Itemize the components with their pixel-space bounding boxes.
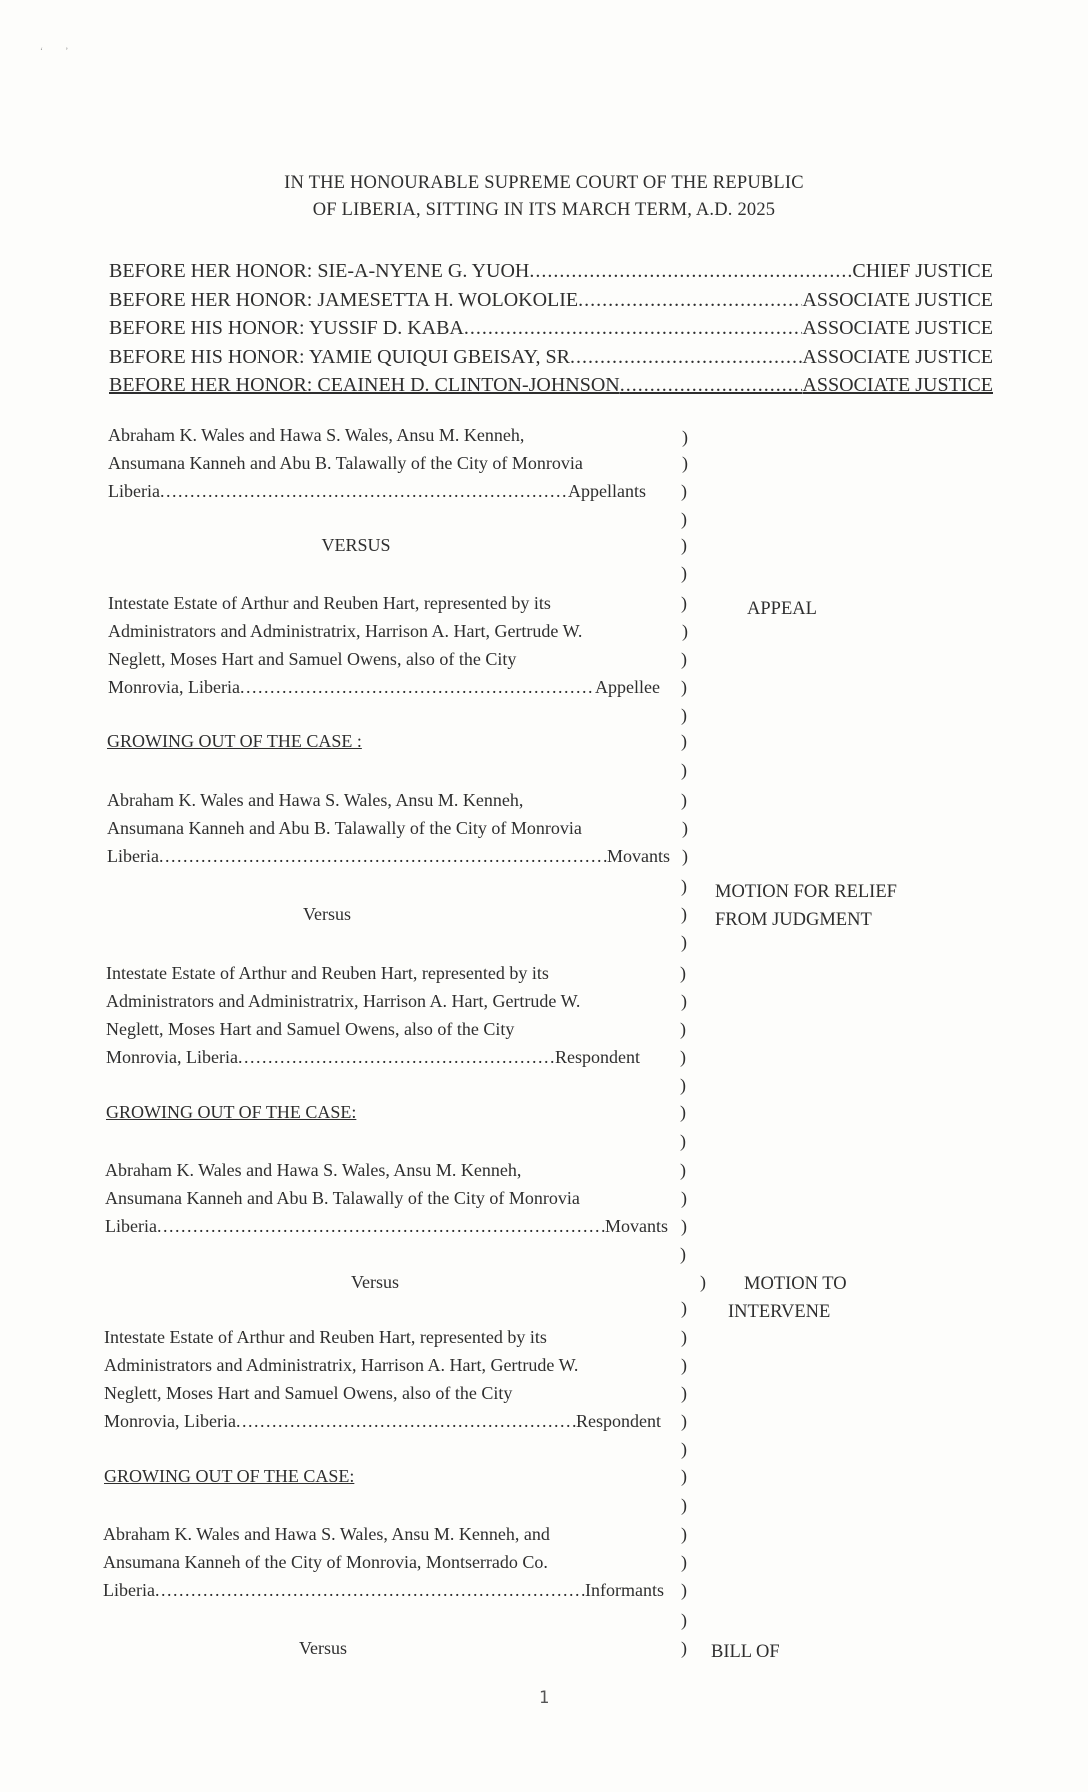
justice-role: ASSOCIATE JUSTICE [802,345,993,368]
leader-dots [240,677,595,698]
bracket-paren: ) [680,1102,686,1122]
bracket-paren: ) [681,1383,687,1403]
leader-dots [160,481,568,502]
growing-out-heading: GROWING OUT OF THE CASE: [106,1102,357,1122]
bracket-paren: ) [681,677,687,697]
respondent-line-4 [104,1411,661,1432]
movants-line-1: Abraham K. Wales and Hawa S. Wales, Ansu M. Kenneh, [107,790,524,810]
respondent-line-3: Neglett, Moses Hart and Samuel Owens, also of the City [104,1383,513,1403]
versus-heading: Versus [303,904,351,924]
bracket-paren: ) [681,904,687,924]
movants-line-2: Ansumana Kanneh and Abu B. Talawally of the City of Monrovia [107,818,582,838]
bracket-paren: ) [681,593,687,613]
leader-dots [464,314,803,343]
leader-dots [529,257,852,286]
movants-line-2: Ansumana Kanneh and Abu B. Talawally of the City of Monrovia [105,1188,580,1208]
bracket-paren: ) [681,1355,687,1375]
leader-dots [159,846,607,867]
bracket-paren: ) [680,1047,686,1067]
justice-name: BEFORE HER HONOR: JAMESETTA H. WOLOKOLIE [109,288,579,311]
appellee-line-4 [108,677,660,698]
bench-row [109,314,993,343]
bracket-paren: ) [680,1131,686,1151]
informants-label: Informants [585,1580,664,1600]
leader-dots [238,1047,555,1068]
movants-label: Movants [605,1216,668,1236]
bench-row [109,343,993,372]
movants-line-1: Abraham K. Wales and Hawa S. Wales, Ansu M. Kenneh, [105,1160,522,1180]
bracket-paren: ) [682,846,688,866]
respondent-line-4 [106,1047,640,1068]
case-type-bill-line-1: BILL OF [711,1642,780,1662]
court-title-line-2: OF LIBERIA, SITTING IN ITS MARCH TERM, A.D. 2025 [312,200,776,220]
page-number: 1 [538,1688,550,1708]
movants-label: Movants [607,846,670,866]
leader-dots [155,1580,585,1601]
bracket-paren: ) [680,1244,686,1264]
case-type-intervene-line-2: INTERVENE [728,1302,831,1322]
case-type-relief-line-1: MOTION FOR RELIEF [715,882,897,902]
bracket-paren: ) [682,453,688,473]
bracket-paren: ) [681,1411,687,1431]
leader-dots [578,286,802,315]
informants-line-2: Ansumana Kanneh of the City of Monrovia, Montserrado Co. [103,1552,548,1572]
movants-place: Liberia [105,1216,157,1236]
informants-line-1: Abraham K. Wales and Hawa S. Wales, Ansu M. Kenneh, and [103,1524,550,1544]
bracket-paren: ) [681,649,687,669]
bracket-paren: ) [681,1638,687,1658]
appellants-line-3 [108,481,646,502]
justice-name: BEFORE HER HONOR: CEAINEH D. CLINTON-JOHNSON [109,374,620,397]
bracket-paren: ) [682,427,688,447]
respondent-line-2: Administrators and Administratrix, Harrison A. Hart, Gertrude W. [106,991,581,1011]
versus-heading: VERSUS [321,535,391,555]
bracket-paren: ) [681,481,687,501]
respondent-line-2: Administrators and Administratrix, Harrison A. Hart, Gertrude W. [104,1355,579,1375]
bracket-paren: ) [681,1524,687,1544]
respondent-place: Monrovia, Liberia [106,1047,238,1067]
bracket-paren: ) [681,1216,687,1236]
justice-name: BEFORE HIS HONOR: YUSSIF D. KABA [109,317,464,340]
versus-heading: Versus [351,1272,399,1292]
respondent-label: Respondent [576,1411,661,1431]
respondent-place: Monrovia, Liberia [104,1411,236,1431]
growing-out-heading: GROWING OUT OF THE CASE : [107,731,362,751]
bracket-paren: ) [681,1495,687,1515]
bracket-paren: ) [681,1466,687,1486]
bracket-paren: ) [682,621,688,641]
versus-heading: Versus [299,1638,347,1658]
bracket-paren: ) [680,1075,686,1095]
bench-row [109,257,993,286]
justice-name: BEFORE HIS HONOR: YAMIE QUIQUI GBEISAY, SR [109,345,570,368]
appellants-place: Liberia [108,481,160,501]
justice-role: ASSOCIATE JUSTICE [802,288,993,311]
bracket-paren: ) [681,1552,687,1572]
bracket-paren: ) [681,1610,687,1630]
bracket-paren: ) [681,1580,687,1600]
bracket-paren: ) [681,790,687,810]
respondent-label: Respondent [555,1047,640,1067]
case-type-intervene-line-1: MOTION TO [744,1274,847,1294]
court-title-line-1: IN THE HONOURABLE SUPREME COURT OF THE REPUBLIC [284,173,804,193]
bracket-paren: ) [681,876,687,896]
bracket-paren: ) [681,932,687,952]
justice-name: BEFORE HER HONOR: SIE-A-NYENE G. YUOH [109,260,530,282]
case-type-relief-line-2: FROM JUDGMENT [715,910,872,930]
leader-dots [157,1216,605,1237]
growing-out-heading: GROWING OUT OF THE CASE: [104,1466,355,1486]
informants-line-3 [103,1580,664,1601]
bracket-paren: ) [681,1298,687,1318]
bracket-paren: ) [680,1160,686,1180]
bracket-paren: ) [681,535,687,555]
justice-role: ASSOCIATE JUSTICE [802,374,993,397]
appellee-label: Appellee [595,677,660,697]
respondent-line-1: Intestate Estate of Arthur and Reuben Hart, represented by its [106,963,549,983]
bracket-paren: ) [681,1439,687,1459]
bracket-paren: ) [681,1327,687,1347]
appellants-label: Appellants [568,481,646,501]
appellee-place: Monrovia, Liberia [108,677,240,697]
movants-line-3 [105,1216,668,1237]
bracket-paren: ) [681,509,687,529]
movants-line-3 [107,846,670,867]
respondent-line-3: Neglett, Moses Hart and Samuel Owens, also of the City [106,1019,515,1039]
leader-dots [570,343,802,372]
bench-row [109,371,993,400]
scan-marks: ‘ ’ [40,46,79,56]
bracket-paren: ) [681,731,687,751]
bracket-paren: ) [680,1019,686,1039]
bracket-paren: ) [682,818,688,838]
bench-row [109,286,993,315]
appellants-line-2: Ansumana Kanneh and Abu B. Talawally of the City of Monrovia [108,453,583,473]
bracket-paren: ) [681,563,687,583]
bench-list [109,257,993,400]
bracket-paren: ) [681,1188,687,1208]
appellants-line-1: Abraham K. Wales and Hawa S. Wales, Ansu M. Kenneh, [108,425,525,445]
case-type-appeal: APPEAL [747,599,817,619]
appellee-line-2: Administrators and Administratrix, Harrison A. Hart, Gertrude W. [108,621,583,641]
justice-role: ASSOCIATE JUSTICE [802,317,993,340]
justice-role: CHIEF JUSTICE [852,260,993,282]
leader-dots [620,371,803,400]
bracket-paren: ) [681,760,687,780]
bracket-paren: ) [681,991,687,1011]
respondent-line-1: Intestate Estate of Arthur and Reuben Hart, represented by its [104,1327,547,1347]
bracket-paren: ) [680,963,686,983]
leader-dots [236,1411,576,1432]
movants-place: Liberia [107,846,159,866]
bracket-paren: ) [700,1272,706,1292]
appellee-line-3: Neglett, Moses Hart and Samuel Owens, also of the City [108,649,517,669]
bracket-paren: ) [681,705,687,725]
informants-place: Liberia [103,1580,155,1600]
appellee-line-1: Intestate Estate of Arthur and Reuben Hart, represented by its [108,593,551,613]
